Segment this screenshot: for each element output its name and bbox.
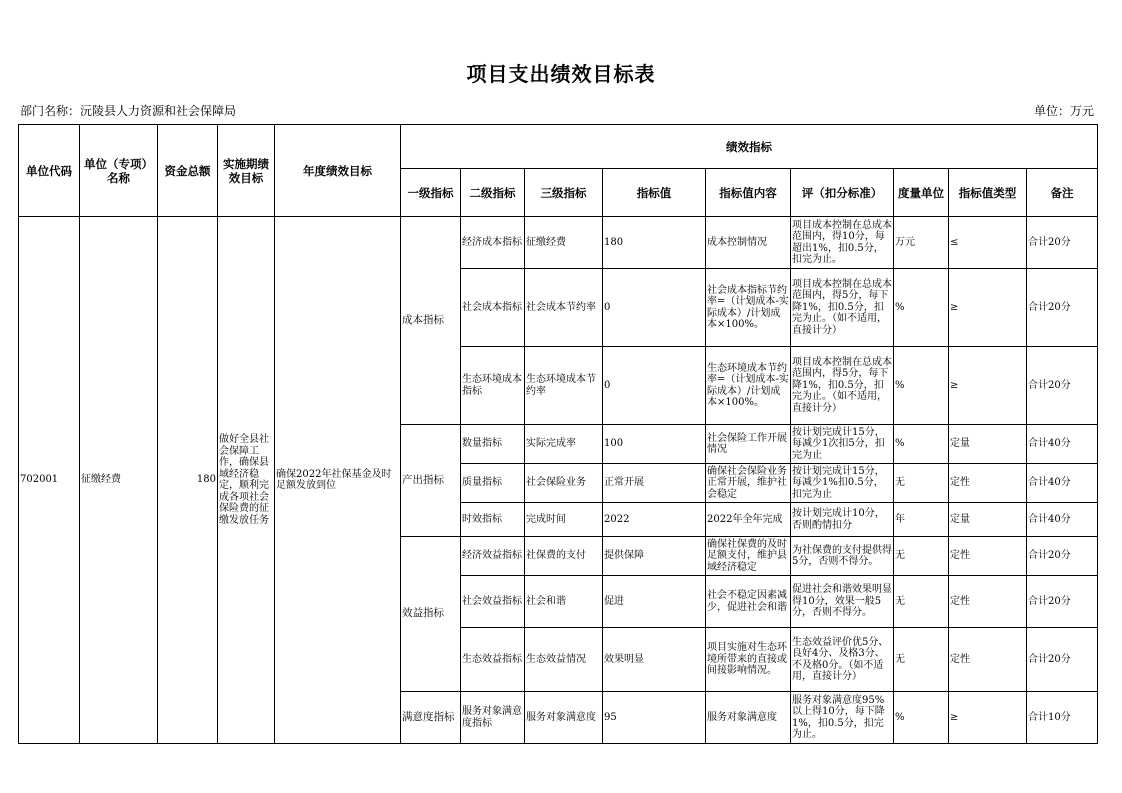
remark-cell: 合计40分	[1027, 425, 1098, 464]
remark-cell: 合计40分	[1027, 464, 1098, 503]
level3-cell: 完成时间	[525, 503, 603, 537]
remark-cell: 合计20分	[1027, 217, 1098, 269]
content-cell: 2022年全年完成	[706, 503, 791, 537]
header-level2: 二级指标	[461, 169, 525, 217]
header-annual-goal: 年度绩效目标	[275, 125, 401, 217]
measure-cell: 无	[894, 576, 949, 628]
measure-cell: %	[894, 692, 949, 744]
content-cell: 确保社会保险业务正常开展，维护社会稳定	[706, 464, 791, 503]
value-cell: 2022	[603, 503, 706, 537]
measure-cell: %	[894, 425, 949, 464]
performance-table	[18, 124, 1098, 744]
value-cell: 提供保障	[603, 537, 706, 576]
type-cell: ≥	[949, 692, 1027, 744]
department-label: 部门名称：沅陵县人力资源和社会保障局	[20, 104, 237, 118]
measure-cell: 无	[894, 537, 949, 576]
header-fund-total: 资金总额	[158, 125, 218, 217]
remark-cell: 合计20分	[1027, 628, 1098, 692]
type-cell: ≤	[949, 217, 1027, 269]
level2-cell: 社会效益指标	[461, 576, 525, 628]
score-cell: 项目成本控制在总成本范围内，得5分，每下降1%，扣0.5分，扣完为止。（如不适用，直接计分）	[791, 269, 894, 347]
level1-benefit: 效益指标	[401, 537, 461, 692]
level2-cell: 经济成本指标	[461, 217, 525, 269]
type-cell: 定性	[949, 576, 1027, 628]
level2-cell: 数量指标	[461, 425, 525, 464]
header-unit-name: 单位（专项）名称	[80, 125, 158, 217]
measure-cell: %	[894, 269, 949, 347]
table-row	[19, 217, 1098, 269]
annual-goal-cell: 确保2022年社保基金及时足额发放到位	[275, 217, 401, 744]
value-cell: 0	[603, 347, 706, 425]
type-cell: 定量	[949, 425, 1027, 464]
level3-cell: 社保费的支付	[525, 537, 603, 576]
measure-cell: %	[894, 347, 949, 425]
level2-cell: 质量指标	[461, 464, 525, 503]
score-cell: 生态效益评价优5分、良好4分、及格3分、不及格0分。（如不适用，直接计分）	[791, 628, 894, 692]
header-level1: 一级指标	[401, 169, 461, 217]
level2-cell: 时效指标	[461, 503, 525, 537]
measure-cell: 万元	[894, 217, 949, 269]
level3-cell: 生态效益情况	[525, 628, 603, 692]
level3-cell: 服务对象满意度	[525, 692, 603, 744]
measure-cell: 年	[894, 503, 949, 537]
header-impl-goal: 实施期绩效目标	[218, 125, 275, 217]
fund-total-cell: 180	[158, 217, 218, 744]
level3-cell: 社会成本节约率	[525, 269, 603, 347]
header-value: 指标值	[603, 169, 706, 217]
level3-cell: 社会保险业务	[525, 464, 603, 503]
level3-cell: 实际完成率	[525, 425, 603, 464]
impl-goal-cell: 做好全县社会保障工作，确保县域经济稳定，顺利完成各项社会保险费的征缴发放任务	[218, 217, 275, 744]
content-cell: 社会成本指标节约率=（计划成本-实际成本）/计划成本×100%。	[706, 269, 791, 347]
value-cell: 促进	[603, 576, 706, 628]
value-cell: 效果明显	[603, 628, 706, 692]
level2-cell: 生态效益指标	[461, 628, 525, 692]
measure-cell: 无	[894, 464, 949, 503]
score-cell: 按计划完成计15分，每减少1次扣5分，扣完为止	[791, 425, 894, 464]
score-cell: 项目成本控制在总成本范围内，得10分，每超出1%，扣0.5分，扣完为止。	[791, 217, 894, 269]
level3-cell: 社会和谐	[525, 576, 603, 628]
type-cell: 定性	[949, 628, 1027, 692]
content-cell: 生态环境成本节约率=（计划成本-实际成本）/计划成本×100%。	[706, 347, 791, 425]
score-cell: 服务对象满意度95%以上得10分，每下降1%，扣0.5分，扣完为止。	[791, 692, 894, 744]
level1-satisfaction: 满意度指标	[401, 692, 461, 744]
score-cell: 促进社会和谐效果明显得10分，效果一般5分，否则不得分。	[791, 576, 894, 628]
content-cell: 确保社保费的及时足额支付，维护县域经济稳定	[706, 537, 791, 576]
header-remark: 备注	[1027, 169, 1098, 217]
unit-name-cell: 征缴经费	[80, 217, 158, 744]
level2-cell: 经济效益指标	[461, 537, 525, 576]
level1-cost: 成本指标	[401, 217, 461, 425]
header-content: 指标值内容	[706, 169, 791, 217]
level3-cell: 生态环境成本节约率	[525, 347, 603, 425]
content-cell: 成本控制情况	[706, 217, 791, 269]
level2-cell: 服务对象满意度指标	[461, 692, 525, 744]
type-cell: ≥	[949, 347, 1027, 425]
type-cell: 定量	[949, 503, 1027, 537]
remark-cell: 合计10分	[1027, 692, 1098, 744]
type-cell: 定性	[949, 464, 1027, 503]
header-performance-indicators: 绩效指标	[401, 125, 1098, 169]
level1-output: 产出指标	[401, 425, 461, 537]
content-cell: 项目实施对生态环境所带来的直接或间接影响情况。	[706, 628, 791, 692]
content-cell: 社会不稳定因素减少，促进社会和谐	[706, 576, 791, 628]
remark-cell: 合计20分	[1027, 576, 1098, 628]
type-cell: 定性	[949, 537, 1027, 576]
remark-cell: 合计20分	[1027, 347, 1098, 425]
remark-cell: 合计20分	[1027, 537, 1098, 576]
content-cell: 社会保险工作开展情况	[706, 425, 791, 464]
score-cell: 按计划完成计15分，每减少1%扣0.5分，扣完为止	[791, 464, 894, 503]
header-type: 指标值类型	[949, 169, 1027, 217]
unit-code-cell: 702001	[19, 217, 80, 744]
value-cell: 100	[603, 425, 706, 464]
score-cell: 项目成本控制在总成本范围内，得5分，每下降1%，扣0.5分，扣完为止。（如不适用，直接计分）	[791, 347, 894, 425]
score-cell: 按计划完成计10分，否则酌情扣分	[791, 503, 894, 537]
level3-cell: 征缴经费	[525, 217, 603, 269]
remark-cell: 合计40分	[1027, 503, 1098, 537]
value-cell: 正常开展	[603, 464, 706, 503]
header-level3: 三级指标	[525, 169, 603, 217]
unit-label: 单位：万元	[1033, 104, 1094, 118]
level2-cell: 生态环境成本指标	[461, 347, 525, 425]
value-cell: 95	[603, 692, 706, 744]
header-score: 评（扣分标准）	[791, 169, 894, 217]
page-title: 项目支出绩效目标表	[466, 62, 656, 86]
type-cell: ≥	[949, 269, 1027, 347]
level2-cell: 社会成本指标	[461, 269, 525, 347]
header-measure: 度量单位	[894, 169, 949, 217]
value-cell: 0	[603, 269, 706, 347]
header-unit-code: 单位代码	[19, 125, 80, 217]
remark-cell: 合计20分	[1027, 269, 1098, 347]
content-cell: 服务对象满意度	[706, 692, 791, 744]
score-cell: 为社保费的支付提供得5分，否则不得分。	[791, 537, 894, 576]
value-cell: 180	[603, 217, 706, 269]
measure-cell: 无	[894, 628, 949, 692]
